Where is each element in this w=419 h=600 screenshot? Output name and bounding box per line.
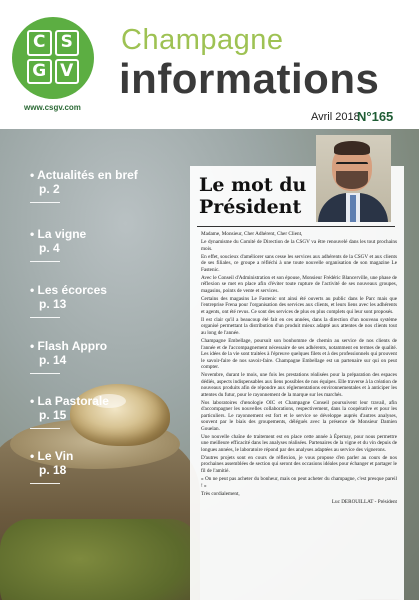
logo-letter-g: G — [27, 59, 52, 85]
toc-item-vin[interactable] — [30, 449, 155, 484]
toc-divider — [30, 202, 60, 203]
editorial-body — [201, 231, 397, 597]
body-paragraph: Le dynamisme du Comité de Direction de la CSGV va être renouvelé dans les tout prochains mois. — [201, 239, 397, 252]
toc-title: • Le Vin — [30, 449, 74, 463]
title-divider — [197, 226, 395, 227]
body-paragraph: Une nouvelle chaîne de traitement est en place cette année à Épernay, pour nous permettre une meilleure efficacité dans les analyses réalisées. Partenaires de la vigne et du vin depuis de longues années, le laboratoire répond par des analyses adaptées au service des vignerons. — [201, 433, 397, 453]
toc-title: • Les écorces — [30, 283, 107, 297]
portrait-hair — [334, 141, 370, 155]
toc-page: p. 18 — [39, 463, 67, 477]
toc-divider — [30, 428, 60, 429]
logo-letter-v: V — [55, 59, 80, 85]
toc-page: p. 4 — [39, 241, 60, 255]
portrait-beard — [336, 171, 368, 189]
logo-letter-s: S — [55, 30, 80, 56]
body-paragraph: Il est clair qu'il a beaucoup été fait en ces années, dans la direction d'un nouveau système organisé permettant la distribution d'un produit mieux adapté aux attentes de nos clients tout au long de l'année. — [201, 316, 397, 336]
logo-letter-c: C — [27, 30, 52, 56]
masthead-champagne: Champagne — [121, 24, 284, 56]
toc-title: • Actualités en bref — [30, 168, 138, 182]
toc-title: • Flash Appro — [30, 339, 108, 353]
toc-page: p. 15 — [39, 408, 67, 422]
portrait-glasses — [336, 162, 368, 172]
toc-page: p. 14 — [39, 353, 67, 367]
toc-divider — [30, 317, 60, 318]
toc-title: • La Pastorale — [30, 394, 109, 408]
body-paragraph: Champagne Embellage, poursuit son bonhomme de chemin au service de nos clients de l'année et de l'accompagnement nécessaire de ses adhérents, notamment en termes de qualité. Les idées de la vie sont traitées à l'épreuve quelques filets et à des professionnels qui prouvent le savoir-faire de nos savoir-faire. Champagne Embellage est un partenaire sur qui on peut compter. — [201, 338, 397, 371]
issue-number: N°165 — [357, 109, 394, 124]
body-paragraph: Madame, Monsieur, Cher Adhérent, Cher Client, — [201, 231, 303, 237]
toc-divider — [30, 483, 60, 484]
body-paragraph: Avec le Conseil d'Administration et son épouse, Monsieur Frédéric Blancerville, une phase de réflexion se met en place afin d'éviter toute rupture de l'activité de ses nouveaux groupes, magasins, points de vente et services. — [201, 274, 397, 294]
signature: Luc DEROUILLAT - Président — [331, 498, 397, 505]
toc-item-pastorale[interactable] — [30, 394, 155, 429]
body-paragraph: D'autres projets sont en cours de réflexion, je vous propose d'en parler au cours de nos prochaines assemblées de section qui seront des occasions idéales pour échanger et partager le fil de l'amitié. — [201, 454, 397, 474]
body-paragraph: Novembre, durant le mois, une fois les prestations réalisées pour la préparation des espaces dédiés, aspects indispensables aux liens possibles de nos équipes. Elle traverse à la création de nouveaux produits afin de répondre aux réglementations environnementales et à anticiper les attentes du futur, pour le rayonnement de la marque sur les marchés. — [201, 372, 397, 398]
toc-page: p. 13 — [39, 297, 67, 311]
moss — [0, 519, 200, 600]
editorial-title: Le mot du Président — [199, 174, 307, 218]
toc-item-actualites[interactable] — [30, 168, 155, 203]
issue-date: Avril 2018 — [311, 111, 360, 123]
toc-item-vigne[interactable] — [30, 227, 155, 262]
body-paragraph: En effet, soucieux d'améliorer sans cesse les services aux adhérents de la CSGV et aux clients de ses filiales, ce groupe a réfléchi à une toute nouvelle organisation de son magazine Le Fastenic. — [201, 253, 397, 273]
toc-item-flash-appro[interactable] — [30, 339, 155, 374]
toc-page: p. 2 — [39, 182, 60, 196]
portrait-tie — [350, 195, 356, 222]
president-portrait — [316, 135, 391, 222]
body-paragraph: Certains des magasins Le Fastenic ont ainsi été ouverts au public dans le Parc mais que l'entreprise Frena pour l'organisation des services aux clients, et leurs liens avec les adhérents et agents, ont été revus. Ce sont des services de plus en plus complets qui leur sont proposés. — [201, 295, 397, 315]
body-paragraph: Nos laboratoires d'œnologie OIC et Champagne Conseil poursuivent leur travail, afin d'accompagner les nouvelles collaborations, respectivement, dans la coopérative et pour les particuliers. Le rayonnement est fort et le service se développe auprès d'autres analyses, souvent par le biais des groupements, délégués avec la présence de Monsieur Damien Gouelan. — [201, 399, 397, 432]
logo-letters — [27, 30, 79, 84]
body-closing: Très cordialement, — [201, 490, 240, 497]
body-quote: « On ne peut pas acheter du bonheur, mais on peut acheter du champagne, c'est presque pareil ! » — [201, 476, 397, 489]
toc-divider — [30, 261, 60, 262]
masthead-informations: informations — [119, 55, 380, 102]
toc-divider — [30, 373, 60, 374]
toc-item-ecorces[interactable] — [30, 283, 155, 318]
toc-title: • La vigne — [30, 227, 87, 241]
website-url[interactable]: www.csgv.com — [24, 103, 81, 112]
